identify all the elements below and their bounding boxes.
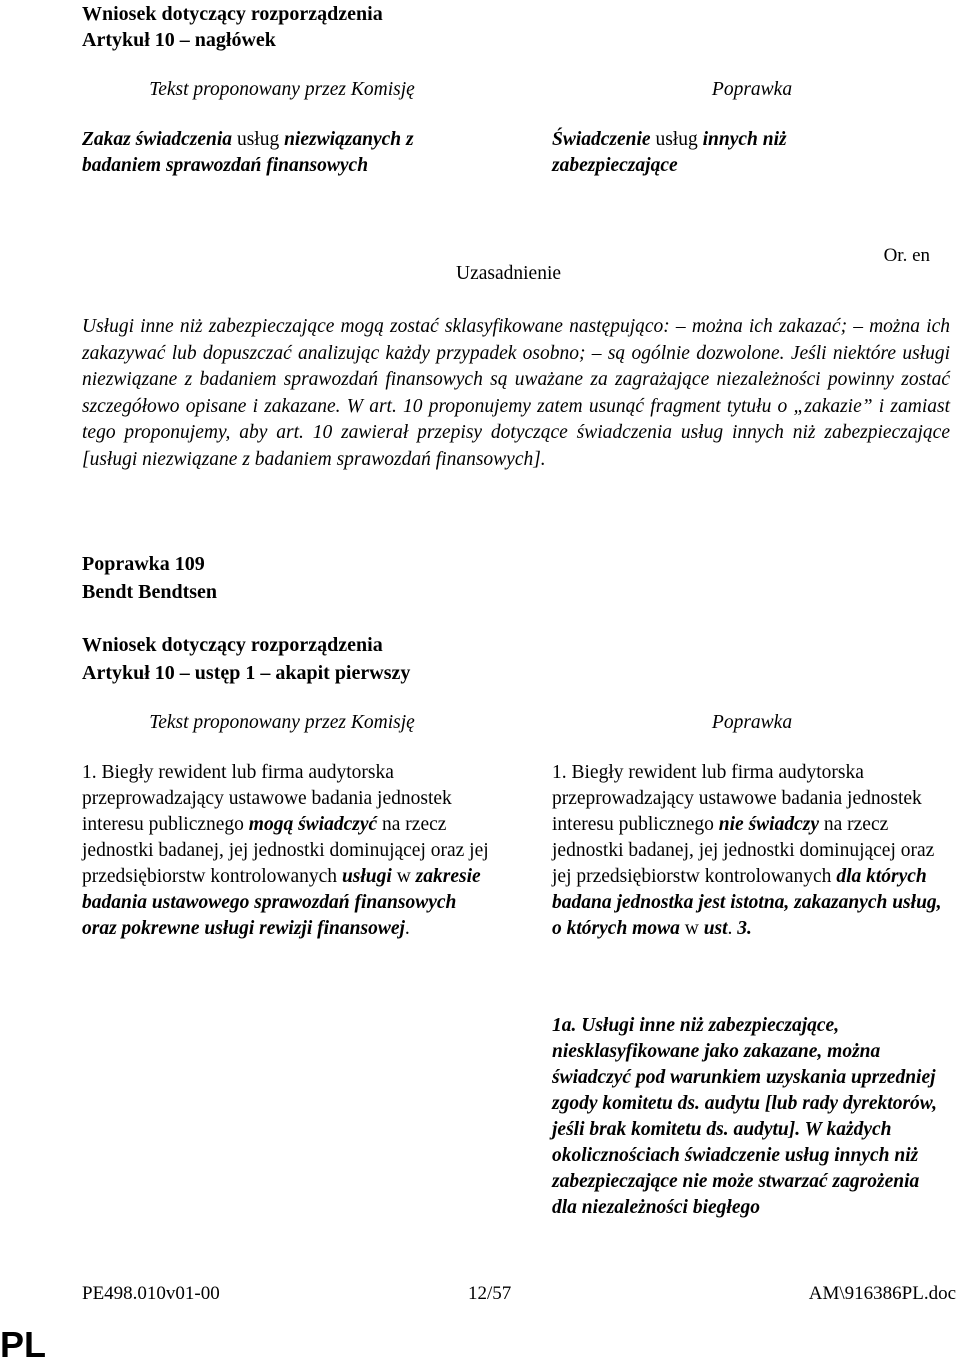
footer-page-number: 12/57	[468, 1283, 512, 1304]
amendment-author: Bendt Bendtsen	[82, 581, 218, 603]
footer-doc-ref: PE498.010v01-00	[82, 1283, 220, 1304]
footer-language-code: PL	[0, 1324, 47, 1365]
text-run: .	[404, 918, 410, 939]
text-run: innych niż zabezpieczające	[552, 129, 787, 176]
commission-text-column-heading-2: Tekst proponowany przez Komisję	[149, 712, 415, 733]
text-run: w	[391, 866, 416, 887]
amendment-column-heading: Poprawka	[711, 79, 793, 100]
text-run: nie świadczy	[718, 814, 819, 835]
text-run: .	[727, 918, 738, 939]
request-heading: Wniosek dotyczący rozporządzenia	[82, 3, 383, 25]
text-run: usług	[650, 129, 703, 150]
article-heading: Artykuł 10 – nagłówek	[82, 29, 276, 51]
text-run: usługi	[341, 866, 392, 887]
justification-text	[82, 314, 950, 474]
text-run: usług	[232, 129, 285, 150]
amendment-text-title	[552, 127, 862, 179]
text-run: dla których badana jednostka jest istotna, zakazanych usług, o których mowa	[552, 866, 942, 939]
amendment-proposal-text	[552, 760, 942, 942]
article-paragraph-heading: Artykuł 10 – ustęp 1 – akapit pierwszy	[82, 662, 411, 684]
text-run: Zakaz świadczenia	[82, 129, 233, 150]
text-run: 1. Biegły rewident lub firma audytorska przeprowadzający ustawowe badania jednostek interesu publicznego	[82, 762, 452, 835]
text-run: mogą świadczyć	[248, 814, 378, 835]
text-run: niezwiązanych z badaniem sprawozdań finansowych	[82, 129, 414, 176]
text-run: na rzecz jednostki badanej, jej jednostki dominującej oraz jej przedsiębiorstw kontrolowanych	[552, 814, 935, 887]
text-run: 3.	[737, 918, 752, 939]
commission-proposal-text	[82, 760, 492, 942]
amendment-proposal-text-1a: 1a. Usługi inne niż zabezpieczające, niesklasyfikowane jako zakazane, można świadczyć pod warunkiem uzyskania uprzedniej zgody komitetu ds. audytu [lub rady dyrektorów, jeśli brak komitetu ds. audytu]. W każdych okolicznościach świadczenie usług innych niż zabezpieczające nie może stwarzać zagrożenia dla niezależności biegłego	[552, 1015, 937, 1218]
footer-file-name: AM\916386PL.doc	[808, 1283, 956, 1304]
text-run: Jeśli niektóre usługi niezwiązane z badaniem sprawozdań finansowych są uważane za zagrażające niezależności powinny zostać szczegółowo opisane i zakazane. W art. 10 proponujemy zatem usunąć fragment tytułu o „zakazie” i zamiast tego proponujemy, aby art. 10 zawierał przepisy dotyczące świadczenia usług innych niż zabezpieczające [usługi niezwiązane z badaniem sprawozdań finansowych].	[82, 342, 950, 470]
text-run: w	[679, 918, 704, 939]
amendment-title: Poprawka 109	[82, 553, 205, 575]
text-run: zakresie badania ustawowego sprawozdań finansowych oraz pokrewne usługi rewizji finansowej	[82, 866, 481, 939]
justification-heading: Uzasadnienie	[456, 263, 562, 284]
request-heading-2: Wniosek dotyczący rozporządzenia	[82, 634, 383, 656]
commission-text-title	[82, 127, 492, 179]
text-run: ust	[703, 918, 728, 939]
commission-text-column-heading: Tekst proponowany przez Komisję	[149, 79, 415, 100]
text-run: 1. Biegły rewident lub firma audytorska przeprowadzający ustawowe badania jednostek interesu publicznego	[552, 762, 922, 835]
original-language-label: Or. en	[883, 245, 930, 266]
text-run: Usługi inne niż zabezpieczające mogą zostać sklasyfikowane następująco: – można ich zakazać; – można ich zakazywać lub dopuszczać analizując każdy przypadek osobno; – są ogólnie dozwolone.	[82, 316, 950, 364]
amendment-column-heading-2: Poprawka	[711, 712, 793, 733]
text-run: Świadczenie	[552, 129, 651, 150]
text-run: na rzecz jednostki badanej, jej jednostki dominującej oraz jej przedsiębiorstw kontrolowanych	[82, 814, 489, 887]
